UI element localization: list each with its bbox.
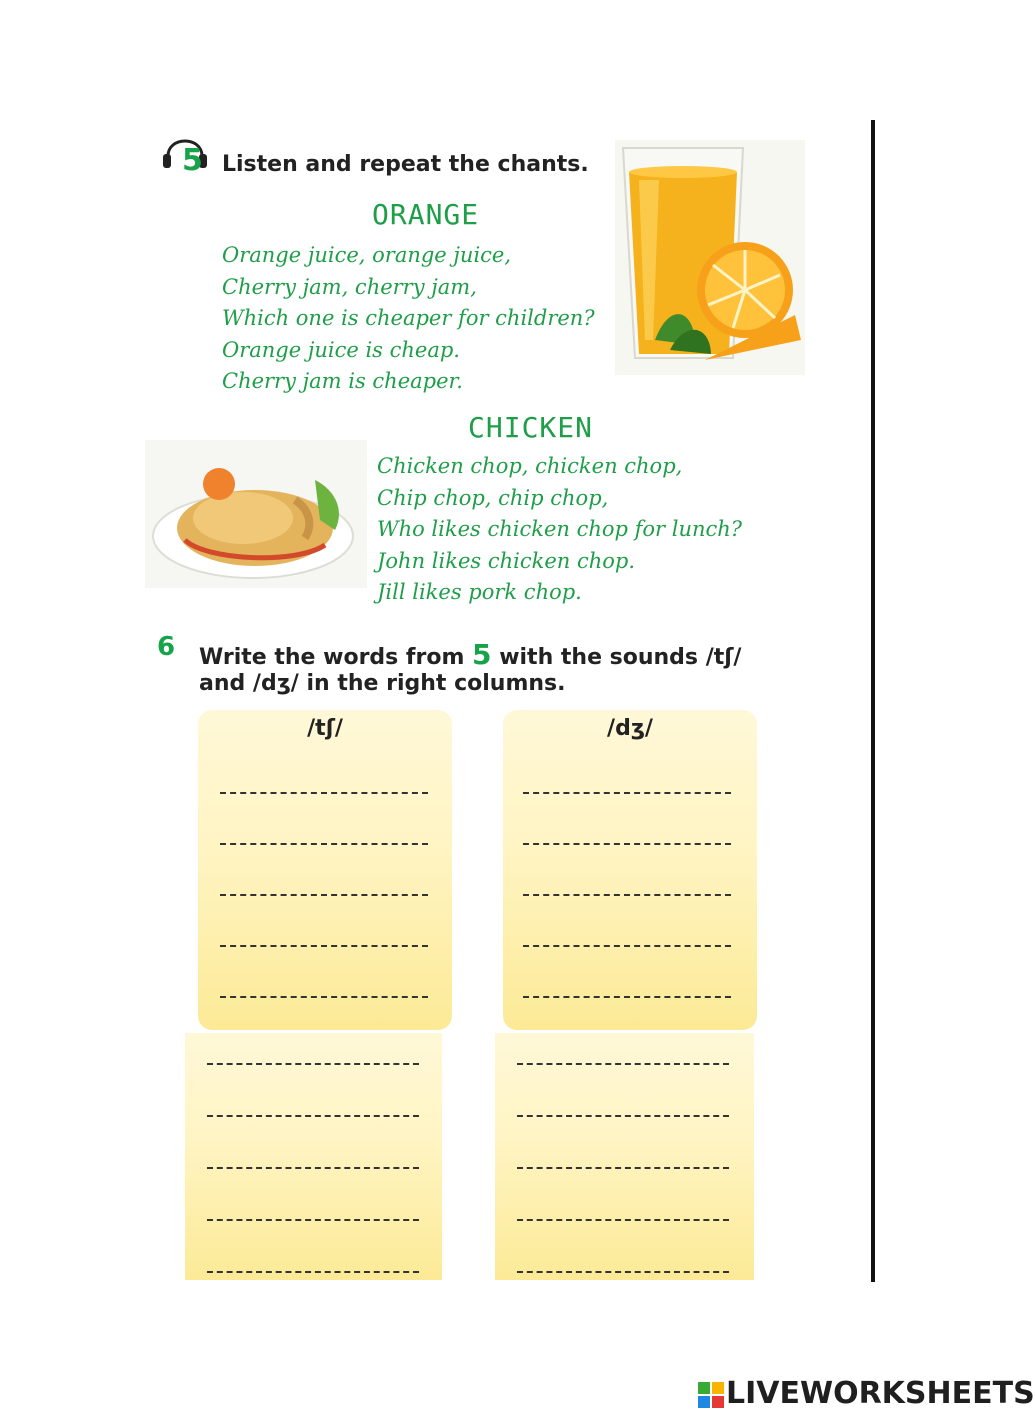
answer-blank[interactable]	[207, 1219, 419, 1221]
chicken-chop-image	[145, 440, 367, 588]
answer-blank[interactable]	[523, 843, 731, 845]
answer-blank[interactable]	[220, 996, 428, 998]
answer-blank[interactable]	[220, 945, 428, 947]
exercise-5-instruction: Listen and repeat the chants.	[222, 152, 589, 177]
exercise-6-instruction-line-1	[199, 638, 741, 671]
column-header-tsh: /tʃ/	[307, 716, 343, 741]
answer-blank[interactable]	[517, 1167, 729, 1169]
chant-line: Orange juice is cheap.	[222, 337, 460, 362]
answer-blank[interactable]	[207, 1271, 419, 1273]
watermark-text: LIVEWORKSHEETS	[726, 1376, 1035, 1411]
answer-blank[interactable]	[207, 1063, 419, 1065]
answer-blank[interactable]	[523, 792, 731, 794]
chant-chicken-lines	[377, 451, 742, 609]
answer-blank[interactable]	[523, 945, 731, 947]
answer-blank[interactable]	[517, 1219, 729, 1221]
page-margin-rule	[871, 120, 875, 1282]
instruction-text: Write the words from	[199, 645, 473, 670]
exercise-5-number: 5	[182, 143, 203, 178]
column-box-dzh-lower	[495, 1033, 754, 1280]
answer-blank[interactable]	[220, 792, 428, 794]
chant-line: Jill likes pork chop.	[377, 580, 582, 604]
column-header-dzh: /dʒ/	[607, 716, 653, 741]
answer-blank[interactable]	[517, 1271, 729, 1273]
answer-blank[interactable]	[517, 1063, 729, 1065]
instruction-text: with the sounds /tʃ/	[491, 645, 742, 670]
column-box-tsh-lower	[185, 1033, 442, 1280]
answer-blank[interactable]	[220, 843, 428, 845]
exercise-reference-number: 5	[472, 638, 492, 671]
answer-blank[interactable]	[523, 996, 731, 998]
chant-line: Chicken chop, chicken chop,	[377, 454, 683, 478]
chant-line: Cherry jam is cheaper.	[222, 369, 463, 393]
column-box-dzh-upper	[503, 710, 757, 1030]
liveworksheets-logo-icon	[698, 1382, 724, 1408]
chant-line: Which one is cheaper for children?	[222, 306, 595, 330]
chant-line: Orange juice, orange juice,	[222, 243, 512, 267]
answer-blank[interactable]	[207, 1167, 419, 1169]
answer-blank[interactable]	[517, 1115, 729, 1117]
answer-blank[interactable]	[523, 894, 731, 896]
answer-blank[interactable]	[207, 1115, 419, 1117]
column-box-tsh-upper	[198, 710, 452, 1030]
chant-line: John likes chicken chop.	[377, 548, 635, 573]
answer-blank[interactable]	[220, 894, 428, 896]
chant-orange-lines	[222, 240, 595, 398]
chant-line: Chip chop, chip chop,	[377, 485, 609, 510]
chant-orange-title: ORANGE	[372, 198, 480, 231]
chant-line: Cherry jam, cherry jam,	[222, 274, 477, 299]
exercise-6-instruction-line-2: and /dʒ/ in the right columns.	[199, 671, 566, 696]
chant-line: Who likes chicken chop for lunch?	[377, 517, 743, 541]
chant-chicken-title: CHICKEN	[468, 411, 594, 444]
orange-juice-image	[615, 140, 805, 375]
exercise-6-number: 6	[157, 632, 176, 662]
